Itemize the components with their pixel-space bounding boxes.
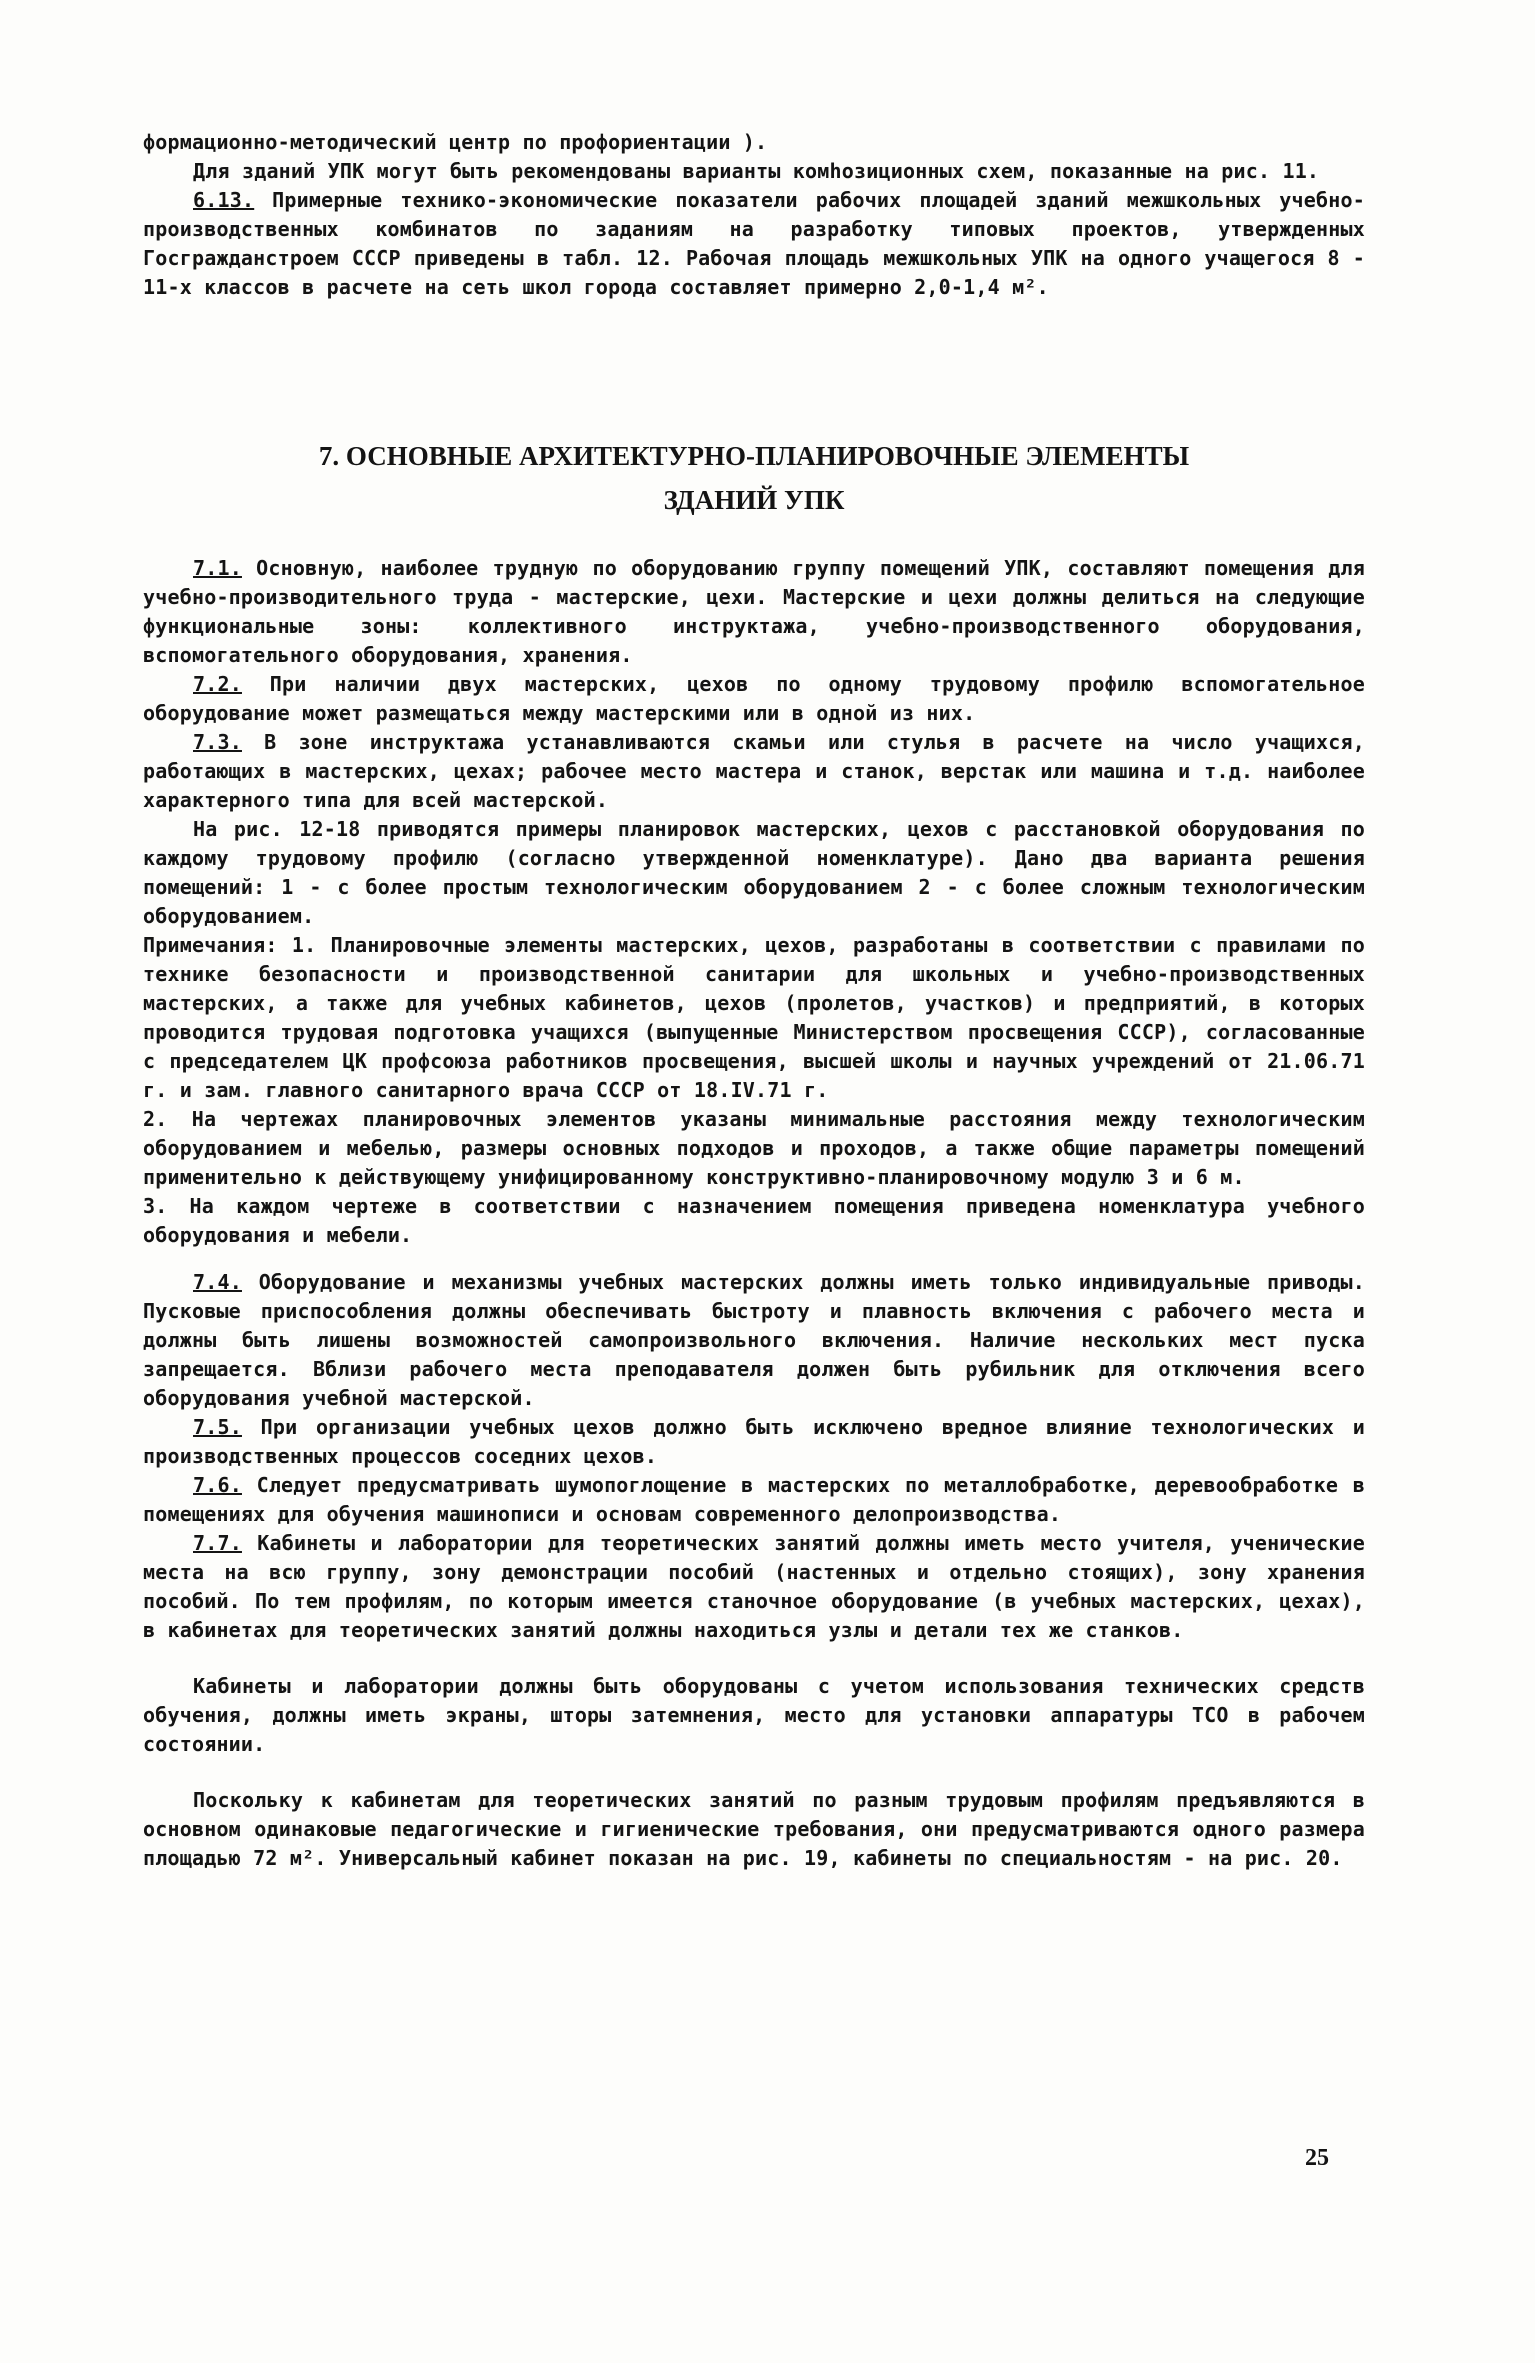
- paragraph-text: Кабинеты и лаборатории для теоретических занятий должны иметь место учителя, ученические места на всю группу, зону демонстрации пособий (настенных и отдельно стоящих), зону хранения пособий. По тем профилям, по которым имеется станочное оборудование (в учебных мастерских, цехах), в кабинетах для теоретических занятий должны находиться узлы и детали тех же станков.: [143, 1531, 1365, 1642]
- paragraph: [143, 1413, 1365, 1471]
- note-text: 2. На чертежах планировочных элементов указаны минимальные расстояния между технологическим оборудованием и мебелью, размеры основных подходов и проходов, а также общие параметры помещений применительно к действующему унифицированному конструктивно-планировочному модулю 3 и 6 м.: [143, 1107, 1365, 1189]
- paragraph: Кабинеты и лаборатории должны быть оборудованы с учетом использования технических средств обучения, должны иметь экраны, шторы затемнения, место для установки аппаратуры ТСО в рабочем состоянии.: [143, 1674, 1365, 1756]
- paragraph: Поскольку к кабинетам для теоретических занятий по разным трудовым профилям предъявляются в основном одинаковые педагогические и гигиенические требования, они предусматриваются одного размера площадью 72 м². Универсальный кабинет показан на рис. 19, кабинеты по специальностям - на рис. 20.: [143, 1788, 1365, 1870]
- section-number: 7.4.: [193, 1270, 242, 1294]
- section-number: 6.13.: [193, 188, 255, 212]
- paragraph: [143, 186, 1365, 302]
- section-number: 7.2.: [193, 672, 242, 696]
- paragraph: [143, 1471, 1365, 1529]
- heading-line-1: 7. ОСНОВНЫЕ АРХИТЕКТУРНО-ПЛАНИРОВОЧНЫЕ ЭЛЕМЕНТЫ: [318, 441, 1190, 471]
- paragraph-text: Примерные технико-экономические показатели рабочих площадей зданий межшкольных учебно-производственных комбинатов по заданиям на разработку типовых проектов, утвержденных Госгражданстроем СССР приведены в табл. 12. Рабочая площадь межшкольных УПК на одного учащегося 8 - 11-х классов в расчете на сеть школ города составляет примерно 2,0-1,4 м².: [143, 188, 1365, 299]
- section-number: 7.3.: [193, 730, 242, 754]
- section-heading: [143, 434, 1365, 522]
- paragraph-text: На рис. 12-18 приводятся примеры планировок мастерских, цехов с расстановкой оборудования по каждому трудовому профилю (согласно утвержденной номенклатуре). Дано два варианта решения помещений: 1 - с более простым технологическим оборудованием 2 - с более сложным технологическим оборудованием.: [143, 817, 1365, 928]
- paragraph-text: Оборудование и механизмы учебных мастерских должны иметь только индивидуальные приводы. Пусковые приспособления должны обеспечивать быстроту и плавность включения с рабочего места и должны быть лишены возможностей самопроизвольного включения. Наличие нескольких мест пуска запрещается. Вблизи рабочего места преподавателя должен быть рубильник для отключения всего оборудования учебной мастерской.: [143, 1270, 1365, 1410]
- note: [143, 1192, 1365, 1250]
- paragraph: [143, 128, 1365, 157]
- note: [143, 1105, 1365, 1192]
- spacer: [143, 1645, 1365, 1672]
- paragraph-text: Для зданий УПК могут быть рекомендованы варианты комhозиционных схем, показанные на рис. 11.: [193, 159, 1320, 183]
- section-number: 7.6.: [193, 1473, 242, 1497]
- paragraph: [143, 1268, 1365, 1413]
- paragraph-text: Следует предусматривать шумопоглощение в мастерских по металлобработке, деревообработке в помещениях для обучения машинописи и основам современного делопроизводства.: [143, 1473, 1365, 1526]
- section-number: 7.7.: [193, 1531, 242, 1555]
- heading-line-2: ЗДАНИЙ УПК: [663, 485, 845, 515]
- note-text: Примечания: 1. Планировочные элементы мастерских, цехов, разработаны в соответствии с правилами по технике безопасности и производственной санитарии для школьных и учебно-производственных мастерских, а также для учебных кабинетов, цехов (пролетов, участков) и предприятий, в которых проводится трудовая подготовка учащихся (выпущенные Министерством просвещения СССР), согласованные с председателем ЦК профсоюза работников просвещения, высшей школы и научных учреждений от 21.06.71 г. и зам. главного санитарного врача СССР от 18.IV.71 г.: [143, 933, 1365, 1102]
- spacer: [143, 1759, 1365, 1786]
- note: [143, 931, 1365, 1105]
- paragraph: [143, 728, 1365, 815]
- note-text: 3. На каждом чертеже в соответствии с назначением помещения приведена номенклатура учебного оборудования и мебели.: [143, 1194, 1365, 1247]
- paragraph-text: Основную, наиболее трудную по оборудованию группу помещений УПК, составляют помещения для учебно-производительного труда - мастерские, цехи. Мастерские и цехи должны делиться на следующие функциональные зоны: коллективного инструктажа, учебно-производственного оборудования, вспомогательного оборудования, хранения.: [143, 556, 1365, 667]
- paragraph-text: В зоне инструктажа устанавливаются скамьи или стулья в расчете на число учащихся, работающих в мастерских, цехах; рабочее место мастера и станок, верстак или машина и т.д. наиболее характерного типа для всей мастерской.: [143, 730, 1365, 812]
- paragraph-text: формационно-методический центр по профориентации ).: [143, 130, 768, 154]
- main-block: [143, 554, 1365, 1873]
- top-block: [143, 128, 1365, 302]
- spacer: [143, 1250, 1365, 1268]
- section-number: 7.5.: [193, 1415, 242, 1439]
- paragraph: [143, 1529, 1365, 1645]
- paragraph: [143, 670, 1365, 728]
- page-number: 25: [1305, 2145, 1329, 2171]
- paragraph-text: При организации учебных цехов должно быть исключено вредное влияние технологических и производственных процессов соседних цехов.: [143, 1415, 1365, 1468]
- paragraph: [143, 554, 1365, 670]
- paragraph-text: При наличии двух мастерских, цехов по одному трудовому профилю вспомогательное оборудование может размещаться между мастерскими или в одной из них.: [143, 672, 1365, 725]
- paragraph: [143, 157, 1365, 186]
- section-number: 7.1.: [193, 556, 242, 580]
- paragraph: [143, 815, 1365, 931]
